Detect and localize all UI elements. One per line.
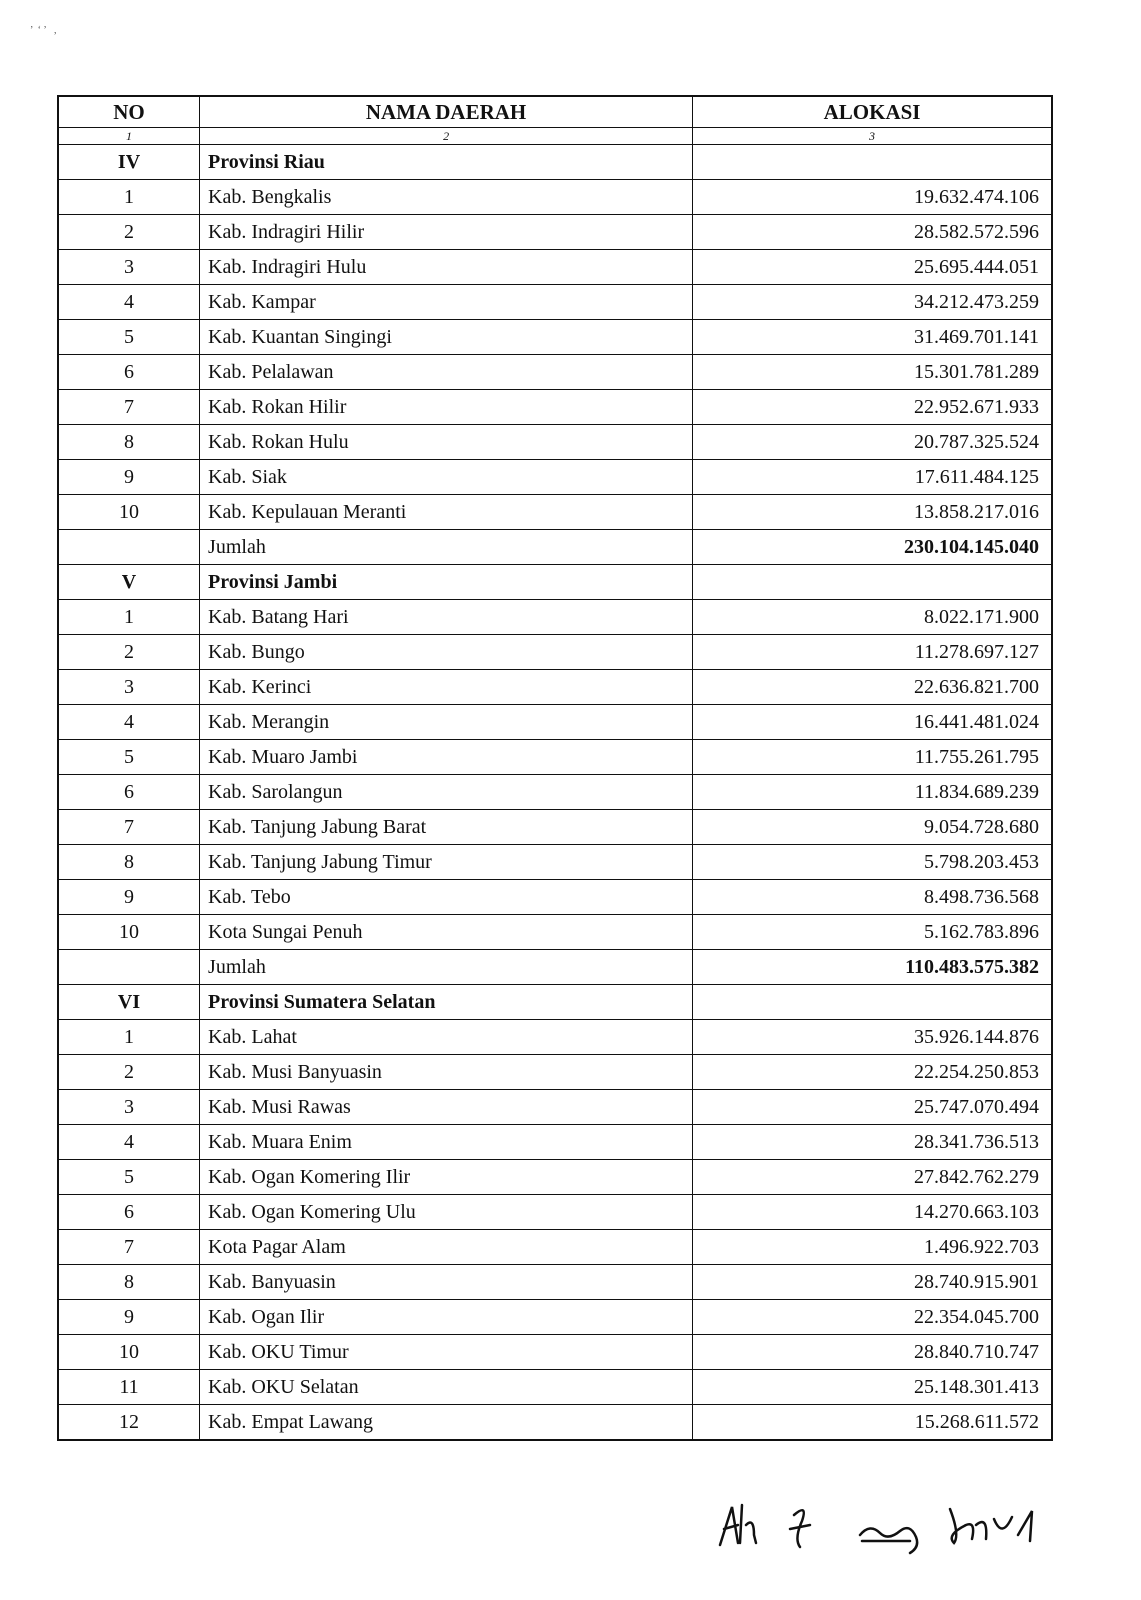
allocation-value: 25.695.444.051 — [693, 250, 1052, 285]
allocation-value: 28.840.710.747 — [693, 1335, 1052, 1370]
table-row — [58, 740, 1052, 775]
row-number: 10 — [58, 915, 200, 950]
region-name: Kab. Siak — [200, 460, 693, 495]
row-number: 7 — [58, 1230, 200, 1265]
header-row — [58, 96, 1052, 128]
table-row — [58, 180, 1052, 215]
table-row — [58, 1265, 1052, 1300]
total-label: Jumlah — [200, 530, 693, 565]
province-number: IV — [58, 145, 200, 180]
row-number: 5 — [58, 740, 200, 775]
table-row — [58, 1230, 1052, 1265]
region-name: Kab. Ogan Komering Ulu — [200, 1195, 693, 1230]
allocation-value: 5.798.203.453 — [693, 845, 1052, 880]
allocation-value: 22.254.250.853 — [693, 1055, 1052, 1090]
row-number: 6 — [58, 1195, 200, 1230]
region-name: Kab. Lahat — [200, 1020, 693, 1055]
region-name: Kab. Tanjung Jabung Timur — [200, 845, 693, 880]
region-name: Kab. Kampar — [200, 285, 693, 320]
row-number: 3 — [58, 670, 200, 705]
allocation-value: 27.842.762.279 — [693, 1160, 1052, 1195]
table-row — [58, 355, 1052, 390]
empty-cell — [693, 985, 1052, 1020]
allocation-value: 5.162.783.896 — [693, 915, 1052, 950]
table-row — [58, 1405, 1052, 1441]
table-row — [58, 705, 1052, 740]
allocation-value: 22.354.045.700 — [693, 1300, 1052, 1335]
row-number: 8 — [58, 1265, 200, 1300]
region-name: Kab. Rokan Hilir — [200, 390, 693, 425]
region-name: Kab. OKU Selatan — [200, 1370, 693, 1405]
row-number: 7 — [58, 810, 200, 845]
row-number: 6 — [58, 775, 200, 810]
row-number: 9 — [58, 460, 200, 495]
total-value: 110.483.575.382 — [693, 950, 1052, 985]
table-row — [58, 775, 1052, 810]
allocation-value: 1.496.922.703 — [693, 1230, 1052, 1265]
table-row — [58, 635, 1052, 670]
row-number: 10 — [58, 495, 200, 530]
allocation-value: 17.611.484.125 — [693, 460, 1052, 495]
total-value: 230.104.145.040 — [693, 530, 1052, 565]
region-name: Kab. Ogan Komering Ilir — [200, 1160, 693, 1195]
allocation-value: 22.952.671.933 — [693, 390, 1052, 425]
row-number: 5 — [58, 1160, 200, 1195]
region-name: Kab. OKU Timur — [200, 1335, 693, 1370]
allocation-value: 13.858.217.016 — [693, 495, 1052, 530]
region-name: Kab. Merangin — [200, 705, 693, 740]
empty-cell — [693, 145, 1052, 180]
region-name: Kab. Tebo — [200, 880, 693, 915]
region-name: Kab. Muaro Jambi — [200, 740, 693, 775]
column-index: 1 — [58, 128, 200, 145]
region-name: Kab. Pelalawan — [200, 355, 693, 390]
region-name: Kab. Musi Banyuasin — [200, 1055, 693, 1090]
allocation-value: 22.636.821.700 — [693, 670, 1052, 705]
allocation-value: 11.834.689.239 — [693, 775, 1052, 810]
signature-initials — [710, 1495, 1060, 1555]
row-number: 3 — [58, 250, 200, 285]
table-row — [58, 1055, 1052, 1090]
row-number: 4 — [58, 705, 200, 740]
allocation-value: 28.582.572.596 — [693, 215, 1052, 250]
region-name: Kab. Sarolangun — [200, 775, 693, 810]
row-number: 6 — [58, 355, 200, 390]
scan-specks: ’ ‘ ’ ‚ — [30, 25, 57, 36]
region-name: Kab. Musi Rawas — [200, 1090, 693, 1125]
region-name: Kab. Kepulauan Meranti — [200, 495, 693, 530]
row-number: 9 — [58, 880, 200, 915]
table-row — [58, 390, 1052, 425]
allocation-value: 11.278.697.127 — [693, 635, 1052, 670]
region-name: Kab. Tanjung Jabung Barat — [200, 810, 693, 845]
row-number: 1 — [58, 1020, 200, 1055]
allocation-value: 15.301.781.289 — [693, 355, 1052, 390]
row-number: 2 — [58, 1055, 200, 1090]
row-number: 2 — [58, 215, 200, 250]
table-row — [58, 1370, 1052, 1405]
table-row — [58, 215, 1052, 250]
province-row — [58, 985, 1052, 1020]
region-name: Kab. Batang Hari — [200, 600, 693, 635]
column-index: 2 — [200, 128, 693, 145]
table-row — [58, 1125, 1052, 1160]
region-name: Kab. Indragiri Hilir — [200, 215, 693, 250]
region-name: Kab. Indragiri Hulu — [200, 250, 693, 285]
header-nama-daerah: NAMA DAERAH — [200, 96, 693, 128]
header-no: NO — [58, 96, 200, 128]
province-number: VI — [58, 985, 200, 1020]
table-row — [58, 880, 1052, 915]
table-row — [58, 1160, 1052, 1195]
row-number: 3 — [58, 1090, 200, 1125]
row-number: 1 — [58, 600, 200, 635]
allocation-value: 25.148.301.413 — [693, 1370, 1052, 1405]
allocation-value: 28.341.736.513 — [693, 1125, 1052, 1160]
table-row — [58, 1195, 1052, 1230]
province-name: Provinsi Riau — [200, 145, 693, 180]
allocation-value: 19.632.474.106 — [693, 180, 1052, 215]
row-number: 2 — [58, 635, 200, 670]
header-alokasi: ALOKASI — [693, 96, 1052, 128]
total-row — [58, 950, 1052, 985]
allocation-value: 25.747.070.494 — [693, 1090, 1052, 1125]
region-name: Kab. Empat Lawang — [200, 1405, 693, 1441]
allocation-value: 28.740.915.901 — [693, 1265, 1052, 1300]
row-number: 10 — [58, 1335, 200, 1370]
region-name: Kab. Bungo — [200, 635, 693, 670]
region-name: Kab. Kerinci — [200, 670, 693, 705]
empty-cell — [693, 565, 1052, 600]
table-row — [58, 1335, 1052, 1370]
table-row — [58, 915, 1052, 950]
table-row — [58, 495, 1052, 530]
allocation-value: 16.441.481.024 — [693, 705, 1052, 740]
column-index-row — [58, 128, 1052, 145]
table-row — [58, 320, 1052, 355]
allocation-value: 9.054.728.680 — [693, 810, 1052, 845]
row-number: 8 — [58, 845, 200, 880]
table-body — [58, 145, 1052, 1441]
province-name: Provinsi Sumatera Selatan — [200, 985, 693, 1020]
province-name: Provinsi Jambi — [200, 565, 693, 600]
allocation-value: 20.787.325.524 — [693, 425, 1052, 460]
column-index: 3 — [693, 128, 1052, 145]
region-name: Kab. Banyuasin — [200, 1265, 693, 1300]
table-row — [58, 600, 1052, 635]
row-number: 5 — [58, 320, 200, 355]
allocation-value: 8.498.736.568 — [693, 880, 1052, 915]
row-number: 11 — [58, 1370, 200, 1405]
allocation-value: 14.270.663.103 — [693, 1195, 1052, 1230]
total-label: Jumlah — [200, 950, 693, 985]
table-row — [58, 460, 1052, 495]
region-name: Kota Sungai Penuh — [200, 915, 693, 950]
table-row — [58, 670, 1052, 705]
table-row — [58, 1020, 1052, 1055]
allocation-value: 35.926.144.876 — [693, 1020, 1052, 1055]
allocation-table — [57, 95, 1053, 1441]
row-number: 7 — [58, 390, 200, 425]
table-row — [58, 285, 1052, 320]
table-row — [58, 1300, 1052, 1335]
row-number: 12 — [58, 1405, 200, 1441]
row-number: 9 — [58, 1300, 200, 1335]
region-name: Kab. Kuantan Singingi — [200, 320, 693, 355]
total-row — [58, 530, 1052, 565]
region-name: Kab. Muara Enim — [200, 1125, 693, 1160]
allocation-value: 11.755.261.795 — [693, 740, 1052, 775]
empty-cell — [58, 530, 200, 565]
region-name: Kab. Ogan Ilir — [200, 1300, 693, 1335]
table-row — [58, 250, 1052, 285]
province-row — [58, 145, 1052, 180]
table-row — [58, 425, 1052, 460]
region-name: Kab. Rokan Hulu — [200, 425, 693, 460]
allocation-value: 34.212.473.259 — [693, 285, 1052, 320]
region-name: Kab. Bengkalis — [200, 180, 693, 215]
province-number: V — [58, 565, 200, 600]
row-number: 1 — [58, 180, 200, 215]
allocation-value: 8.022.171.900 — [693, 600, 1052, 635]
row-number: 4 — [58, 285, 200, 320]
table-row — [58, 810, 1052, 845]
row-number: 8 — [58, 425, 200, 460]
table-row — [58, 845, 1052, 880]
province-row — [58, 565, 1052, 600]
allocation-value: 31.469.701.141 — [693, 320, 1052, 355]
table-row — [58, 1090, 1052, 1125]
row-number: 4 — [58, 1125, 200, 1160]
allocation-value: 15.268.611.572 — [693, 1405, 1052, 1441]
empty-cell — [58, 950, 200, 985]
region-name: Kota Pagar Alam — [200, 1230, 693, 1265]
